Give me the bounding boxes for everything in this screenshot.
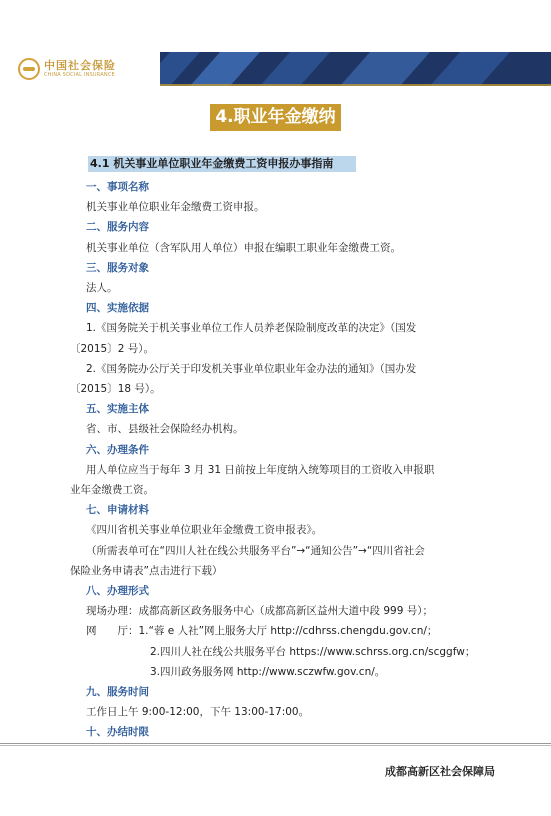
body-line: 保险业务申请表”点击进行下载） [70,564,223,577]
body-line: 机关事业单位职业年金缴费工资申报。 [86,201,265,214]
guide-content [70,177,480,743]
body-line: 网 厅：1.“蓉 e 人社”网上服务大厅 http://cdhrss.chengdu.gov.cn/； [86,625,438,638]
body-line: 业年金缴费工资。 [70,484,154,497]
section-heading: 二、服务内容 [86,221,149,234]
body-line: 2.《国务院办公厅关于印发机关事业单位职业年金办法的通知》（国办发 [86,362,417,375]
section-heading: 五、实施主体 [86,403,149,416]
section-heading: 九、服务时间 [86,686,149,699]
footer-org: 成都高新区社会保障局 [385,765,495,778]
body-line: 工作日上午 9:00-12:00，下午 13:00-17:00。 [86,706,310,719]
header-banner [130,52,551,86]
section-heading: 三、服务对象 [86,261,149,274]
section-heading: 八、办理形式 [86,585,149,598]
section-heading: 十、办结时限 [86,726,149,739]
section-heading: 一、事项名称 [86,181,149,193]
section-title: 4.1 机关事业单位职业年金缴费工资申报办事指南 [88,156,356,172]
logo-cn-text: 中国社会保险 [44,59,116,72]
section-heading: 六、办理条件 [86,443,149,456]
body-line: 〔2015〕2 号）。 [70,342,154,355]
logo [18,58,116,80]
body-line: （所需表单可在“四川人社在线公共服务平台”→“通知公告”→“四川省社会 [86,544,425,557]
body-line: 用人单位应当于每年 3 月 31 日前按上年度纳入统筹项目的工资收入申报职 [86,463,435,476]
footer-divider-secondary [0,745,551,746]
body-line: 3.四川政务服务网 http://www.sczwfw.gov.cn/。 [150,665,386,678]
body-line: 2.四川人社在线公共服务平台 https://www.schrss.org.cn/scggfw； [150,645,476,658]
section-heading: 七、申请材料 [86,504,149,517]
logo-en-text: CHINA SOCIAL INSURANCE [44,72,115,78]
body-line: 法人。 [86,282,118,295]
body-line: 省、市、县级社会保险经办机构。 [86,423,244,436]
page-title: 4.职业年金缴纳 [210,104,341,131]
footer-divider [0,743,551,744]
body-line: 机关事业单位（含军队用人单位）申报在编职工职业年金缴费工资。 [86,241,401,254]
body-line: 1.《国务院关于机关事业单位工作人员养老保险制度改革的决定》（国发 [86,322,417,335]
body-line: 〔2015〕18 号）。 [70,383,161,396]
section-heading: 四、实施依据 [86,302,149,315]
body-line: 《四川省机关事业单位职业年金缴费工资申报表》。 [86,524,323,537]
page-header [0,52,551,86]
social-insurance-logo-icon [18,58,40,80]
body-line: 现场办理：成都高新区政务服务中心（成都高新区益州大道中段 999 号）； [86,605,433,618]
